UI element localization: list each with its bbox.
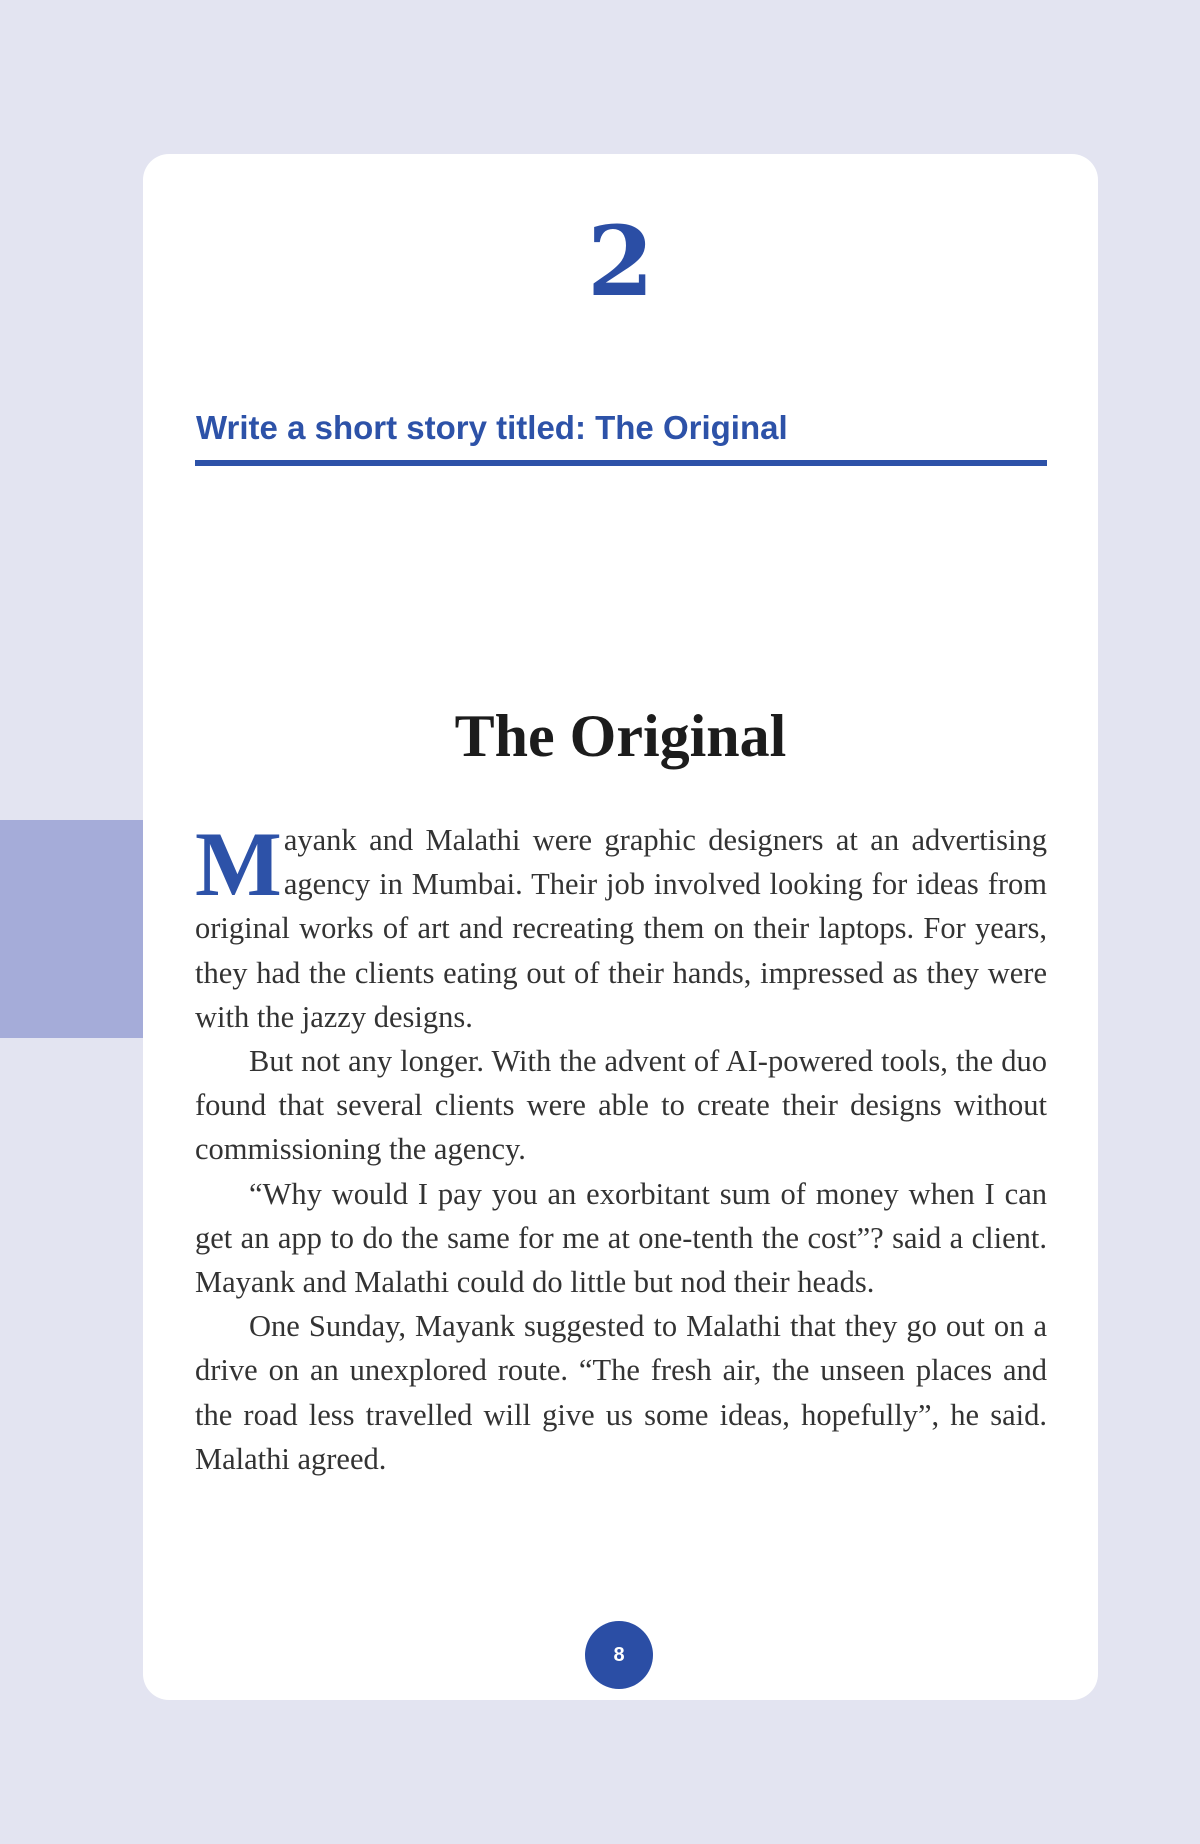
story-paragraph: One Sunday, Mayank suggested to Malathi that they go out on a drive on an unexplored route. “The fresh air, the unseen places and the road less travelled will give us some ideas, hopefully”, he said. Malathi agreed.	[195, 1309, 1047, 1476]
story-paragraph-text: ayank and Malathi were graphic designers at an advertising agency in Mumbai. Their job involved looking for ideas from original works of art and recreating them on their laptops. For years, they had the clients eating out of their hands, impressed as they were with the jazzy designs.	[195, 823, 1047, 1034]
story-paragraph: “Why would I pay you an exorbitant sum of money when I can get an app to do the same for me at one-tenth the cost”? said a client. Mayank and Malathi could do little but nod their heads.	[195, 1176, 1047, 1300]
story-paragraph: But not any longer. With the advent of AI-powered tools, the duo found that several clients were able to create their designs without commissioning the agency.	[195, 1044, 1047, 1167]
drop-cap-letter: M	[195, 813, 282, 915]
chapter-number: 2	[587, 205, 654, 318]
prompt-underline-divider	[195, 460, 1047, 466]
story-body	[195, 813, 1047, 1481]
page-number-badge: 8	[585, 1621, 653, 1689]
prompt-heading: Write a short story titled: The Original	[196, 409, 788, 446]
story-title: The Original	[454, 703, 787, 769]
story-paragraph	[195, 813, 1047, 1039]
page-card	[143, 154, 1098, 1700]
side-tab-decoration	[0, 820, 143, 1038]
